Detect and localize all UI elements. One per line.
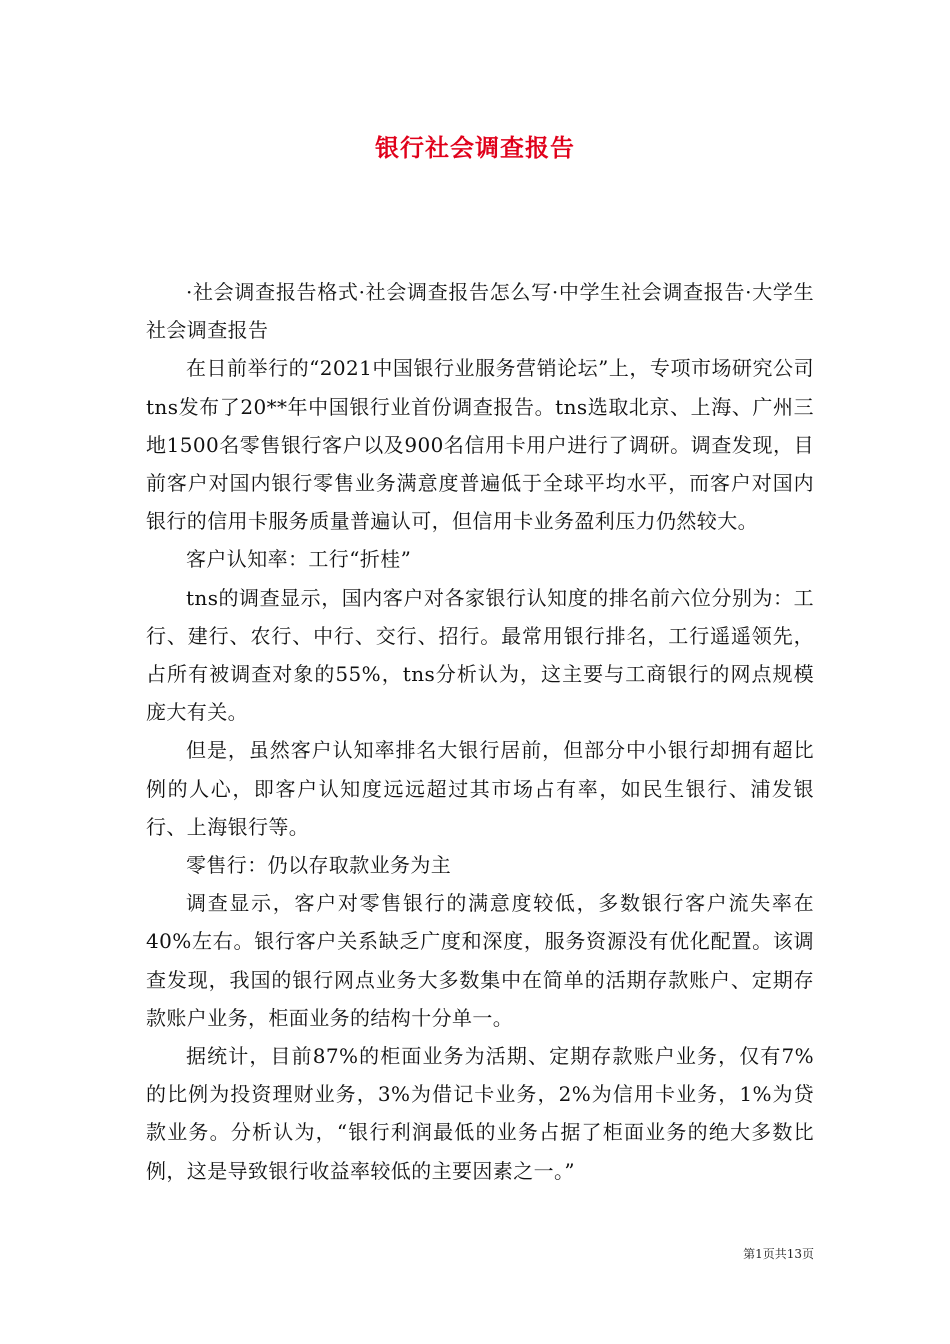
related-links-paragraph: ·社会调查报告格式·社会调查报告怎么写·中学生社会调查报告·大学生社会调查报告 (146, 280, 814, 343)
awareness-paragraph-2: 但是，虽然客户认知率排名大银行居前，但部分中小银行却拥有超比例的人心，即客户认知度远远超过其市场占有率，如民生银行、浦发银行、上海银行等。 (146, 738, 814, 839)
section-heading-retail: 零售行：仍以存取款业务为主 (186, 853, 452, 878)
document-title: 银行社会调查报告 (375, 133, 575, 162)
intro-paragraph: 在日前举行的“2021中国银行业服务营销论坛”上，专项市场研究公司tns发布了20**年中国银行业首份调查报告。tns选取北京、上海、广州三地1500名零售银行客户以及900名信用卡用户进行了调研。调查发现，目前客户对国内银行零售业务满意度普遍低于全球平均水平，而客户对国内银行的信用卡服务质量普遍认可，但信用卡业务盈利压力仍然较大。 (146, 356, 814, 534)
section-heading-awareness: 客户认知率：工行“折桂” (186, 547, 412, 572)
retail-paragraph-2: 据统计，目前87%的柜面业务为活期、定期存款账户业务，仅有7%的比例为投资理财业务，3%为借记卡业务，2%为信用卡业务，1%为贷款业务。分析认为，“银行利润最低的业务占据了柜面业务的绝大多数比例，这是导致银行收益率较低的主要因素之一。” (146, 1044, 814, 1183)
page-number-footer: 第1页共13页 (743, 1247, 814, 1261)
awareness-paragraph-1: tns的调查显示，国内客户对各家银行认知度的排名前六位分别为：工行、建行、农行、中行、交行、招行。最常用银行排名，工行遥遥领先，占所有被调查对象的55%，tns分析认为，这主要与工商银行的网点规模庞大有关。 (146, 585, 814, 725)
retail-paragraph-1: 调查显示，客户对零售银行的满意度较低，多数银行客户流失率在40%左右。银行客户关系缺乏广度和深度，服务资源没有优化配置。该调查发现，我国的银行网点业务大多数集中在简单的活期存款账户、定期存款账户业务，柜面业务的结构十分单一。 (146, 891, 814, 1030)
document-body (146, 273, 814, 1190)
